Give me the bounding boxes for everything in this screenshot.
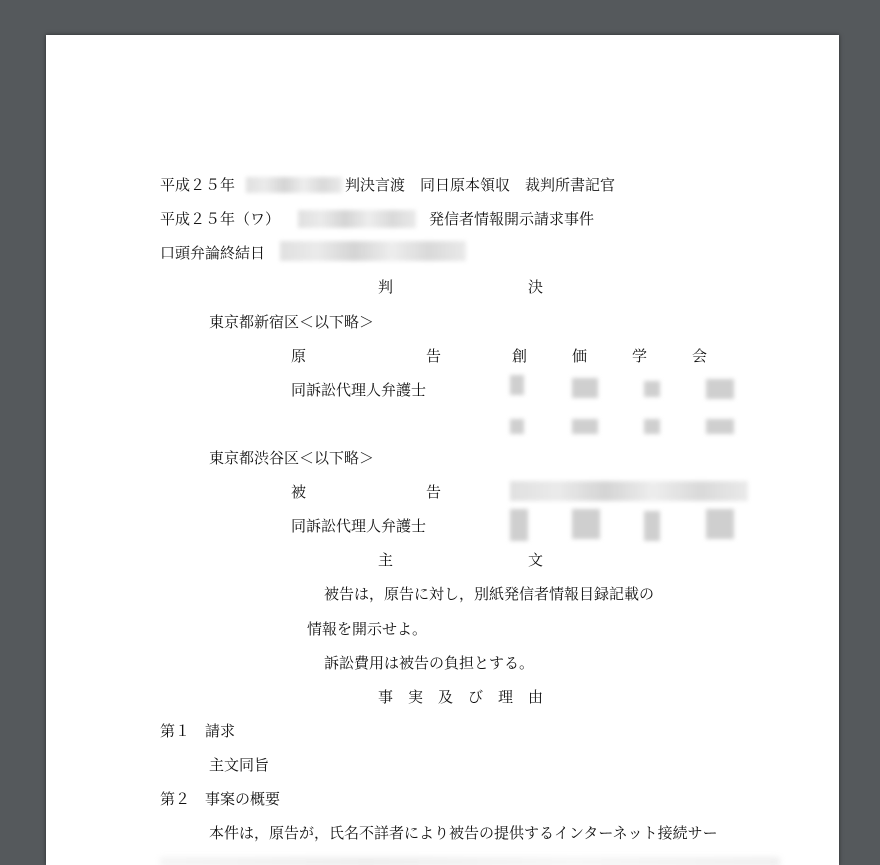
header-line-1-prefix: 平成２５年 [160, 176, 236, 194]
redaction-defendant-name [510, 481, 748, 501]
defendant-role: 被 告 [291, 483, 442, 501]
plaintiff-address: 東京都新宿区＜以下略＞ [209, 313, 375, 331]
header-line-1-tail [345, 176, 615, 194]
next-line-partial [160, 857, 780, 865]
main-text-para2: 訴訟費用は被告の負担とする。 [324, 654, 535, 672]
section-2-body: 本件は，原告が，氏名不詳者により被告の提供するインターネット接続サー [209, 824, 718, 842]
header-line-2-suffix: 発信者情報開示請求事件 [429, 210, 595, 228]
main-text-para1-line1: 被告は，原告に対し，別紙発信者情報目録記載の [324, 585, 655, 603]
redaction-counsel-block [510, 419, 524, 434]
redaction-case-number [298, 210, 416, 228]
reasons-heading: 事 実 及 び 理 由 [378, 688, 544, 706]
redaction-counsel-block [706, 379, 734, 399]
plaintiff-role: 原 告 [291, 347, 442, 365]
redaction-counsel-block [706, 419, 734, 434]
header-line-1 [160, 176, 235, 194]
document-page [46, 35, 839, 865]
header-line-3 [160, 244, 265, 262]
redaction-date-1 [246, 177, 342, 193]
plaintiff-counsel-label: 同訴訟代理人弁護士 [291, 381, 427, 399]
header-line-2 [160, 210, 280, 228]
redaction-counsel-block [644, 511, 660, 541]
main-text-para1-line2: 情報を開示せよ。 [307, 620, 428, 638]
header-line-2-prefix: 平成２５年（ワ） [160, 210, 281, 228]
redaction-conclusion-date [280, 241, 466, 261]
redaction-counsel-block [706, 509, 734, 539]
section-1-body: 主文同旨 [209, 756, 270, 774]
header-line-3-prefix: 口頭弁論終結日 [160, 244, 266, 262]
redaction-counsel-block [510, 375, 524, 395]
redaction-counsel-block [572, 509, 600, 539]
header-line-1-suffix: 判決言渡 同日原本領収 裁判所書記官 [345, 176, 616, 194]
main-text-heading: 主 文 [378, 551, 544, 569]
section-2-title: 第２ 事案の概要 [160, 790, 281, 808]
redaction-counsel-block [572, 419, 598, 434]
plaintiff-name: 創 価 学 会 [512, 347, 708, 365]
redaction-counsel-block [510, 509, 528, 541]
redaction-counsel-block [572, 378, 598, 398]
redaction-counsel-block [644, 381, 660, 397]
section-1-title: 第１ 請求 [160, 722, 236, 740]
defendant-counsel-label: 同訴訟代理人弁護士 [291, 517, 427, 535]
header-line-2-tail [429, 210, 594, 228]
judgment-title: 判 決 [378, 278, 544, 296]
redaction-counsel-block [644, 419, 660, 434]
defendant-address: 東京都渋谷区＜以下略＞ [209, 449, 375, 467]
